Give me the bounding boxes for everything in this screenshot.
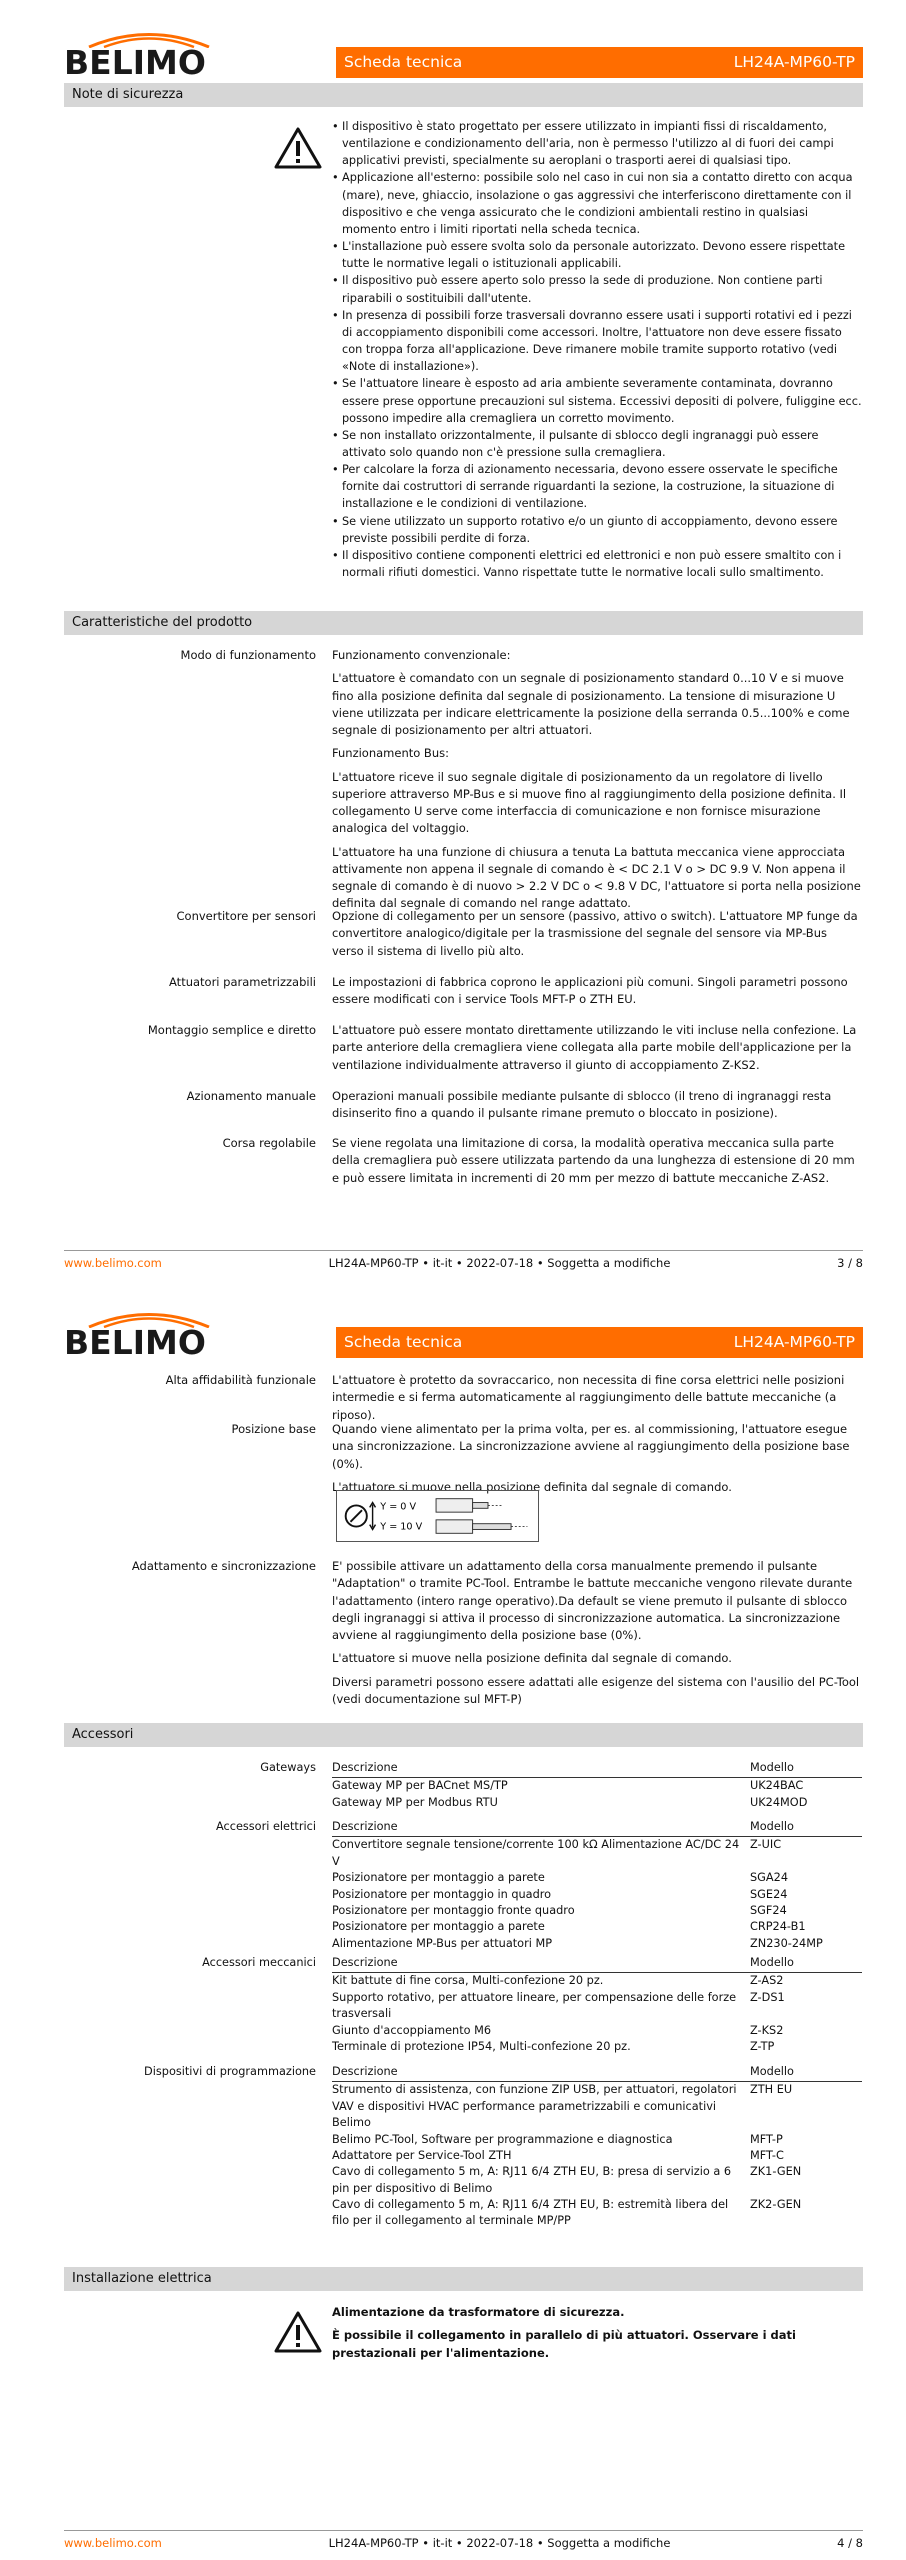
warning-triangle-icon [274,2310,322,2354]
prop-label: Attuatori parametrizzabili [169,975,316,989]
acc-group-label: Dispositivi di programmazione [144,2065,316,2078]
cell: Alimentazione MP-Bus per attuatori MP [332,1936,553,1950]
prop-label: Corsa regolabile [222,1136,316,1150]
footer [64,2530,863,2552]
cell: SGA24 [750,1871,789,1885]
cell: Z-TP [750,2039,775,2053]
acc-table-electrical [332,1819,862,1952]
page-number: 4 / 8 [837,2536,863,2550]
acc-table-gateways [332,1760,862,1811]
prop-value: Se viene regolata una limitazione di corsa, la modalità operativa meccanica sulla parte della cremagliera può essere utilizzata partendo da una lunghezza di estensione di 20 mm e può essere limitata in incrementi di 20 mm per mezzo di battute meccaniche Z-AS2. [332,1136,855,1185]
cell: Strumento di assistenza, con funzione ZIP USB, per attuatori, regolatori VAV e dispositivi HVAC performance parametrizzabili e comunicativi Belimo [332,2083,737,2130]
logo-text: BELIMO [64,1323,206,1362]
warning-triangle-icon [274,126,322,170]
diagram-label-y10: Y = 10 V [380,1521,423,1533]
header-bar [336,1327,863,1358]
cell: Belimo PC-Tool, Software per programmazione e diagnostica [332,2132,673,2146]
list-item: • Il dispositivo contiene componenti elettrici ed elettronici e non può essere smaltito con i normali rifiuti domestici. Vanno rispettate tutte le normative locali sullo smaltimento. [332,547,862,581]
footer [64,1250,863,1272]
col-header: Descrizione [332,2064,750,2082]
cell: Kit battute di fine corsa, Multi-confezione 20 pz. [332,1974,604,1988]
paragraph: Alimentazione da trasformatore di sicurezza. [332,2305,625,2319]
paragraph: Quando viene alimentato per la prima volta, per es. al commissioning, l'attuatore esegue una sincronizzazione. La sincronizzazione avviene al raggiungimento della posizione base (0%). [332,1422,850,1471]
cell: Gateway MP per BACnet MS/TP [332,1779,508,1793]
cell: Terminale di protezione IP54, Multi-confezione 20 pz. [332,2039,631,2053]
cell: MFT-P [750,2132,783,2146]
table-row [332,1919,862,1935]
prop-value: L'attuatore può essere montato direttamente utilizzando le viti incluse nella confezione. La parte anteriore della cremagliera viene collegata alla parte mobile dell'applicazione per la ventilazione individualmente attraverso il giunto di accoppiamento Z-KS2. [332,1023,857,1072]
safety-list [332,118,862,581]
table-row [332,2132,862,2148]
cell: UK24BAC [750,1779,804,1793]
belimo-logo [64,43,206,82]
prop-label: Adattamento e sincronizzazione [131,1559,316,1573]
list-item: • Applicazione all'esterno: possibile solo nel caso in cui non sia a contatto diretto con acqua (mare), neve, ghiaccio, insolazione o gas aggressivi che interferiscono direttamente con il dispositivo e che venga assicurato che le condizioni ambientali restino in qualsiasi momento entro i limiti riportati nella scheda tecnica. [332,169,862,238]
cell: Posizionatore per montaggio a parete [332,1871,545,1885]
prop-label: Azionamento manuale [186,1089,316,1103]
cell: Posizionatore per montaggio a parete [332,1920,545,1934]
paragraph: L'attuatore si muove nella posizione definita dal segnale di comando. [332,1651,732,1666]
list-item: • Se l'attuatore lineare è esposto ad aria ambiente severamente contaminata, dovranno essere prese opportune precauzioni sul sistema. Eccessivi depositi di polvere, fuliggine ecc. possono impedire alla cremagliera un corretto movimento. [332,375,862,426]
acc-group-label: Accessori meccanici [202,1956,316,1969]
cell: Convertitore segnale tensione/corrente 100 kΩ Alimentazione AC/DC 24 V [332,1838,740,1868]
prop-value: Opzione di collegamento per un sensore (passivo, attivo o switch). L'attuatore MP funge da convertitore analogico/digitale per la trasmissione del segnale del sensore via MP-Bus verso il sistema di livello più alto. [332,909,858,958]
table-row [332,1887,862,1903]
col-header: Descrizione [332,1760,750,1778]
list-item: • L'installazione può essere svolta solo da personale autorizzato. Devono essere rispettate tutte le normative legali o istituzionali applicabili. [332,238,862,272]
product-code: LH24A-MP60-TP [733,1332,855,1351]
doc-type: Scheda tecnica [344,1332,463,1351]
col-header: Modello [750,1819,862,1837]
list-item: • Il dispositivo può essere aperto solo presso la sede di produzione. Non contiene parti riparabili o sostituibili dall'utente. [332,272,862,306]
cell: SGE24 [750,1887,788,1901]
paragraph: L'attuatore ha una funzione di chiusura a tenuta La battuta meccanica viene approcciata attivamente non appena il segnale di comando è < DC 2.1 V o > DC 9.9 V. Non appena il segnale di comando è di nuovo > 2.2 V DC o < 9.8 V DC, l'attuatore si porta nella posizione definita dal segnale di comando nel range adattato. [332,844,861,911]
cell: Giunto d'accoppiamento M6 [332,2023,492,2037]
section-features: Caratteristiche del prodotto [64,611,863,635]
prop-value [332,1558,862,1714]
table-row [332,2197,862,2230]
page-number: 3 / 8 [837,1256,863,1270]
logo-arcs-icon [84,30,214,48]
prop-value: L'attuatore è protetto da sovraccarico, non necessita di fine corsa elettrici nelle posizioni intermedie e si ferma automaticamente al raggiungimento delle battute meccaniche (a riposo). [332,1373,845,1422]
cell: Posizionatore per montaggio fronte quadro [332,1903,575,1917]
table-row [332,2023,862,2039]
electrical-notes [332,2304,862,2368]
paragraph: Diversi parametri possono essere adattati alle esigenze del sistema con l'ausilio del PC-Tool (vedi documentazione sul MFT-P) [332,1674,860,1706]
table-row [332,1778,862,1795]
col-header: Modello [750,1760,862,1778]
cell: Z-KS2 [750,2023,784,2037]
section-electrical: Installazione elettrica [64,2267,863,2291]
section-safety: Note di sicurezza [64,83,863,107]
list-item: • Per calcolare la forza di azionamento necessaria, devono essere osservate le specifiche fornite dai costruttori di serrande riguardanti la sezione, la costruzione, la situazione di installazione e le condizioni di ventilazione. [332,461,862,512]
paragraph: L'attuatore riceve il suo segnale digitale di posizionamento da un regolatore di livello superiore attraverso MP-Bus e si muove fino al raggiungimento della posizione definita. Il collegamento U serve come interfaccia di comunicazione e non fornisce misurazione analogica del voltaggio. [332,769,847,836]
table-row [332,1870,862,1886]
prop-label: Posizione base [231,1422,316,1436]
cell: Cavo di collegamento 5 m, A: RJ11 6/4 ZTH EU, B: estremità libera del filo per il collegamento al terminale MP/PP [332,2198,729,2228]
prop-label: Modo di funzionamento [180,648,316,662]
prop-label: Convertitore per sensori [176,909,316,923]
logo-arcs-icon [84,1310,214,1328]
table-row [332,1973,862,1990]
table-row [332,1903,862,1919]
list-item: • Se viene utilizzato un supporto rotativo e/o un giunto di accoppiamento, devono essere previste possibili perdite di forza. [332,513,862,547]
cell: UK24MOD [750,1795,808,1809]
footer-link[interactable]: www.belimo.com [64,2536,162,2550]
list-item: • Il dispositivo è stato progettato per essere utilizzato in impianti fissi di riscaldamento, ventilazione e condizionamento dell'aria, non è permesso l'utilizzo al di fuori dei campi applicativi previsti, specialmente su aeroplani o trasporti aerei di qualsiasi tipo. [332,118,862,169]
prop-value: Operazioni manuali possibile mediante pulsante di sblocco (il treno di ingranaggi resta disinserito fino a quando il pulsante rimane premuto o bloccato in posizione). [332,1089,832,1121]
doc-type: Scheda tecnica [344,52,463,71]
prop-label: Alta affidabilità funzionale [165,1373,316,1387]
acc-group-label: Gateways [260,1761,316,1774]
acc-table-mechanical [332,1955,862,2055]
logo-text: BELIMO [64,43,206,82]
prop-value: Le impostazioni di fabbrica coprono le applicazioni più comuni. Singoli parametri possono essere modificati con i service Tools MFT-P o ZTH EU. [332,975,848,1007]
table-row [332,1837,862,1870]
cell: Z-AS2 [750,1974,784,1988]
table-row [332,2082,862,2132]
prop-label: Montaggio semplice e diretto [147,1023,316,1037]
acc-table-programming [332,2064,862,2230]
acc-group-label: Accessori elettrici [216,1820,316,1833]
prop-value [332,647,862,919]
paragraph: È possibile il collegamento in parallelo di più attuatori. Osservare i dati prestazionali per l'alimentazione. [332,2328,796,2360]
footer-link[interactable]: www.belimo.com [64,1256,162,1270]
page-4 [0,1280,906,2560]
actuator-diagram [336,1490,539,1542]
paragraph: Funzionamento Bus: [332,746,449,761]
paragraph: L'attuatore è comandato con un segnale di posizionamento standard 0...10 V e si muove fino alla posizione definita dal segnale di posizionamento. La tensione di misurazione U viene utilizzata per indicare elettricamente la posizione della serranda 0.5...100% e come segnale di posizionamento per altri attuatori. [332,671,850,737]
cell: Z-UIC [750,1838,782,1852]
table-row [332,2148,862,2164]
list-item: • In presenza di possibili forze trasversali dovranno essere usati i supporti rotativi ed i pezzi di accoppiamento disponibili come accessori. Inoltre, l'attuatore non deve essere fissato con troppa forza all'applicazione. Deve rimanere mobile tramite supporto rotativo (vedi «Note di installazione»). [332,307,862,376]
col-header: Descrizione [332,1819,750,1837]
cell: Adattatore per Service-Tool ZTH [332,2148,512,2162]
product-code: LH24A-MP60-TP [733,52,855,71]
table-row [332,1936,862,1952]
table-row [332,1990,862,2023]
cell: Supporto rotativo, per attuatore lineare, per compensazione delle forze trasversali [332,1990,737,2021]
cell: ZTH EU [750,2083,793,2097]
cell: ZK2-GEN [750,2198,802,2211]
cell: Posizionatore per montaggio in quadro [332,1887,552,1901]
belimo-logo [64,1323,206,1362]
table-row [332,2164,862,2197]
col-header: Modello [750,1955,862,1973]
table-row [332,1795,862,1811]
diagram-label-y0: Y = 0 V [380,1501,417,1513]
paragraph: L'attuatore si muove nella posizione definita dal segnale di comando. [332,1479,732,1494]
col-header: Descrizione [332,1955,750,1973]
table-row [332,2039,862,2055]
cell: ZN230-24MP [750,1936,823,1950]
cell: CRP24-B1 [750,1920,806,1934]
paragraph: Funzionamento convenzionale: [332,648,511,662]
section-accessories: Accessori [64,1723,863,1747]
cell: ZK1-GEN [750,2165,802,2179]
footer-meta: LH24A-MP60-TP • it-it • 2022-07-18 • Soggetta a modifiche [328,2536,671,2550]
header-bar [336,47,863,78]
cell: Z-DS1 [750,1990,785,2004]
footer-meta: LH24A-MP60-TP • it-it • 2022-07-18 • Soggetta a modifiche [328,1256,671,1270]
list-item: • Se non installato orizzontalmente, il pulsante di sblocco degli ingranaggi può essere attivato solo quando non c'è pressione sulla cremagliera. [332,427,862,461]
cell: Gateway MP per Modbus RTU [332,1795,498,1809]
cell: MFT-C [750,2148,784,2162]
paragraph: E' possibile attivare un adattamento della corsa manualmente premendo il pulsante "Adaptation" o tramite PC-Tool. Entrambe le battute meccaniche vengono rilevate durante l'adattamento (intero range operativo).Da default se viene premuto il pulsante di sblocco degli ingranaggi si attiva il processo di sincronizzazione automatica. La sincronizzazione avviene al raggiungimento della posizione base (0%). [332,1559,853,1642]
cell: Cavo di collegamento 5 m, A: RJ11 6/4 ZTH EU, B: presa di servizio a 6 pin per dispositivo di Belimo [332,2165,732,2195]
col-header: Modello [750,2064,862,2082]
cell: SGF24 [750,1903,787,1917]
